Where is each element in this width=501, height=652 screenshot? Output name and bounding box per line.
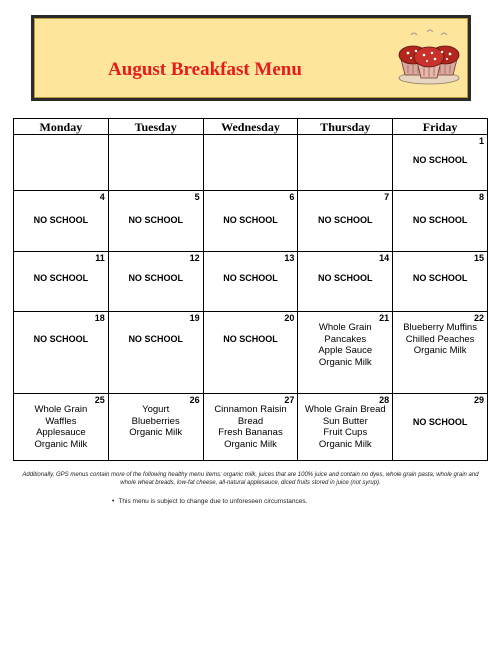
- day-cell: [203, 135, 298, 191]
- day-cell: [393, 191, 488, 252]
- date-number: 19: [189, 313, 200, 323]
- menu-items: [206, 404, 296, 450]
- no-school-label: NO SCHOOL: [33, 273, 89, 283]
- menu-items: [300, 404, 390, 450]
- day-cell: [203, 252, 298, 312]
- no-school-label: NO SCHOOL: [223, 273, 278, 283]
- day-cell: [393, 312, 488, 394]
- menu-items: [111, 404, 201, 439]
- weekday-header: Friday: [393, 119, 488, 135]
- no-school-label: NO SCHOOL: [318, 215, 373, 225]
- no-school-label: NO SCHOOL: [128, 215, 183, 225]
- bullet-icon: •: [112, 498, 115, 505]
- menu-item: Pancakes: [324, 333, 367, 345]
- date-number: 8: [478, 192, 484, 202]
- day-cell: [203, 312, 298, 394]
- day-cell: [298, 191, 393, 252]
- menu-item: Apple Sauce: [318, 345, 373, 356]
- date-number: 11: [95, 253, 105, 263]
- no-school-label: NO SCHOOL: [128, 334, 183, 344]
- menu-item: Sun Butter: [322, 415, 368, 427]
- menu-items: [16, 404, 106, 450]
- no-school-label: NO SCHOOL: [128, 273, 183, 283]
- date-number: 1: [478, 136, 484, 146]
- date-number: 7: [384, 192, 390, 202]
- date-number: 5: [194, 192, 200, 202]
- date-number: 6: [289, 192, 295, 202]
- menu-item: Fruit Cups: [323, 427, 368, 438]
- menu-header-panel: [34, 18, 468, 98]
- day-cell: [298, 394, 393, 461]
- menu-item: Bread: [237, 415, 264, 427]
- week-row: [14, 394, 488, 461]
- menu-item: Organic Milk: [224, 438, 277, 450]
- day-cell: [108, 252, 203, 312]
- day-cell: [393, 252, 488, 312]
- day-cell: [14, 312, 109, 394]
- menu-item: Cinnamon Raisin: [214, 404, 287, 415]
- day-cell: [108, 191, 203, 252]
- page-title: August Breakfast Menu: [108, 59, 302, 80]
- menu-item: Chilled Peaches: [405, 333, 475, 345]
- date-number: 26: [189, 395, 200, 405]
- weekday-header: Monday: [14, 119, 109, 135]
- healthy-items-note: Additionally, GPS menus contain more of the following healthy menu items: organic milk, juices that are 100% juice and contain no dyes, whole grain pasta, whole grain and whole wheat breads, low-fat cheese, all-natural applesauce, diced fruits stored in juice (not syrup).: [22, 472, 479, 486]
- weekday-header: Wednesday: [203, 119, 298, 135]
- week-row: [14, 135, 488, 191]
- day-cell: [298, 312, 393, 394]
- weekday-header: Tuesday: [108, 119, 203, 135]
- menu-item: Yogurt: [142, 404, 170, 415]
- day-cell: [14, 191, 109, 252]
- no-school-label: NO SCHOOL: [412, 417, 468, 427]
- date-number: 18: [94, 313, 105, 323]
- no-school-label: NO SCHOOL: [33, 215, 89, 225]
- day-cell: [14, 135, 109, 191]
- no-school-label: NO SCHOOL: [412, 273, 468, 283]
- menu-item: Blueberries: [131, 415, 180, 427]
- menu-items: [395, 322, 485, 357]
- disclaimer: [112, 498, 307, 506]
- day-cell: [108, 135, 203, 191]
- day-cell: [203, 191, 298, 252]
- week-row: [14, 191, 488, 252]
- day-cell: [203, 394, 298, 461]
- no-school-label: NO SCHOOL: [33, 334, 89, 344]
- weekday-header: Thursday: [298, 119, 393, 135]
- date-number: 25: [94, 395, 105, 405]
- date-number: 29: [473, 395, 484, 405]
- date-number: 20: [284, 313, 295, 323]
- day-cell: [393, 135, 488, 191]
- menu-item: Whole Grain Bread: [304, 404, 386, 415]
- day-cell: [298, 135, 393, 191]
- no-school-label: NO SCHOOL: [412, 155, 468, 165]
- no-school-label: NO SCHOOL: [223, 215, 278, 225]
- day-cell: [14, 252, 109, 312]
- disclaimer-text: This menu is subject to change due to unforeseen circumstances.: [118, 498, 308, 505]
- date-number: 27: [284, 395, 295, 405]
- day-cell: [108, 312, 203, 394]
- menu-header: [31, 15, 471, 101]
- week-row: [14, 252, 488, 312]
- muffins-icon: [397, 29, 461, 87]
- date-number: 15: [473, 253, 484, 263]
- menu-item: Organic Milk: [413, 345, 467, 356]
- menu-calendar: [13, 118, 488, 461]
- no-school-label: NO SCHOOL: [318, 273, 373, 283]
- date-number: 13: [284, 253, 295, 263]
- day-cell: [393, 394, 488, 461]
- menu-item: Blueberry Muffins: [403, 322, 477, 333]
- week-row: [14, 312, 488, 394]
- date-number: 14: [379, 253, 390, 263]
- date-number: 21: [379, 313, 390, 323]
- menu-item: Organic Milk: [129, 427, 183, 438]
- menu-item: Whole Grain: [34, 404, 88, 415]
- menu-item: Whole Grain: [318, 322, 372, 333]
- date-number: 12: [189, 253, 200, 263]
- menu-item: Waffles: [45, 415, 77, 427]
- day-cell: [14, 394, 109, 461]
- day-cell: [108, 394, 203, 461]
- date-number: 4: [99, 192, 105, 202]
- menu-item: Organic Milk: [34, 438, 88, 450]
- day-cell: [298, 252, 393, 312]
- date-number: 28: [379, 395, 390, 405]
- menu-item: Organic Milk: [318, 356, 372, 368]
- menu-item: Organic Milk: [318, 438, 372, 450]
- no-school-label: NO SCHOOL: [223, 334, 278, 344]
- date-number: 22: [473, 313, 484, 323]
- menu-items: [300, 322, 390, 368]
- menu-item: Applesauce: [36, 427, 86, 438]
- no-school-label: NO SCHOOL: [412, 215, 468, 225]
- menu-item: Fresh Bananas: [218, 427, 283, 438]
- weekday-header-row: [14, 119, 488, 135]
